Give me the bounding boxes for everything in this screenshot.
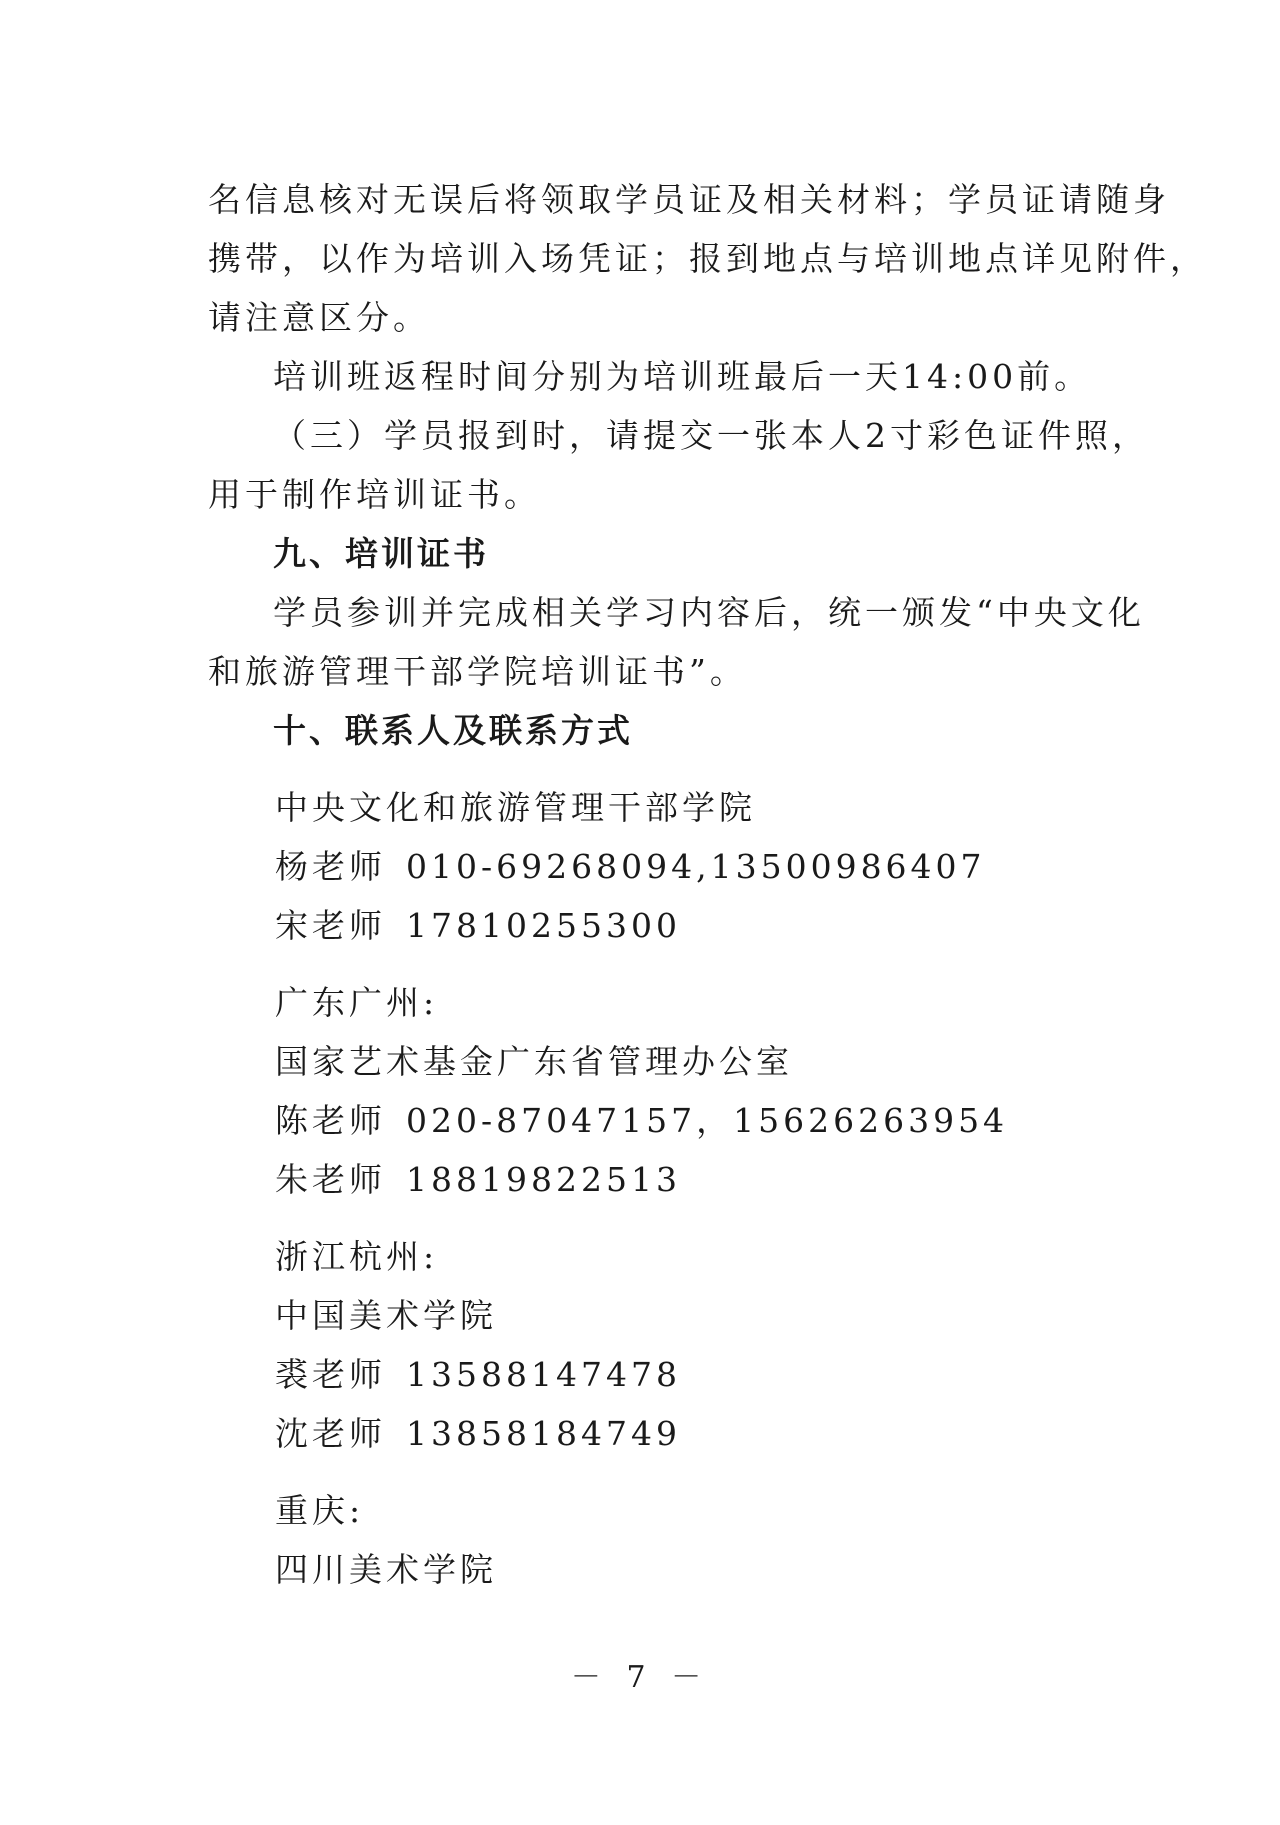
paragraph-return-time: 培训班返程时间分别为培训班最后一天14:00前。 [273,357,1092,396]
paragraph-line: 请注意区分。 [208,298,430,337]
paragraph-line: 携带，以作为培训入场凭证；报到地点与培训地点详见附件， [208,239,1207,278]
contact-org: 中央文化和旅游管理干部学院 [275,788,756,827]
paragraph-line: （三）学员报到时，请提交一张本人2寸彩色证件照， [273,416,1149,455]
contact-row [275,1099,1009,1143]
contact-region: 广东广州: [275,983,439,1022]
contact-org: 四川美术学院 [275,1550,497,1589]
contact-name: 朱老师 [275,1160,386,1199]
contact-phone: 010-69268094,13500986407 [406,847,986,886]
contact-name: 裘老师 [275,1355,386,1394]
section-heading-certificate: 九、培训证书 [273,534,489,573]
paragraph-line: 和旅游管理干部学院培训证书”。 [208,652,747,691]
contact-phone: 13858184749 [406,1414,681,1453]
contact-phone: 17810255300 [406,906,681,945]
page-number: － 7 － [570,1660,710,1695]
paragraph-line: 名信息核对无误后将领取学员证及相关材料；学员证请随身 [208,180,1170,219]
contact-region: 浙江杭州: [275,1237,439,1276]
contact-name: 杨老师 [275,847,386,886]
contact-row [275,1353,975,1397]
contact-row [275,1158,975,1202]
section-heading-contacts: 十、联系人及联系方式 [273,711,633,750]
contact-region: 重庆: [275,1491,365,1530]
contact-row [275,904,975,948]
contact-row [275,845,986,889]
contact-org: 国家艺术基金广东省管理办公室 [275,1042,793,1081]
contact-phone: 13588147478 [406,1355,681,1394]
contact-name: 沈老师 [275,1414,386,1453]
contact-name: 陈老师 [275,1101,386,1140]
paragraph-line: 用于制作培训证书。 [208,475,541,514]
contact-name: 宋老师 [275,906,386,945]
contact-row [275,1412,975,1456]
paragraph-line: 学员参训并完成相关学习内容后，统一颁发“中央文化 [273,593,1145,632]
contact-org: 中国美术学院 [275,1296,497,1335]
contact-phone: 18819822513 [406,1160,681,1199]
contact-phone: 020-87047157，15626263954 [406,1101,1009,1140]
